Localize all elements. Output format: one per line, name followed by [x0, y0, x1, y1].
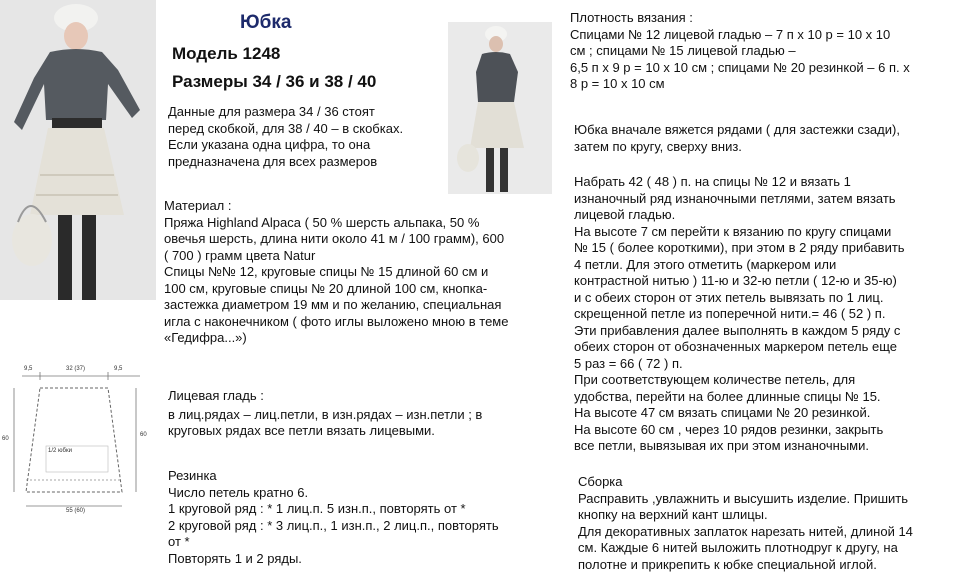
model-photo	[0, 0, 156, 300]
instruction-line: удобства, перейти на более длинные спицы № 15.	[574, 388, 881, 404]
gauge-line: см ; спицами № 15 лицевой гладью –	[570, 43, 796, 58]
rib-line: Число петель кратно 6.	[168, 484, 309, 500]
instruction-line: контрастной нитью ) 11-ю и 32-ю петли ( 12-ю и 35-ю)	[574, 273, 897, 288]
rib-heading: Резинка	[168, 468, 217, 483]
intro-section	[574, 122, 954, 155]
material-line: Пряжа Highland Alpaca ( 50 % шерсть альпака, 50 %	[164, 214, 480, 230]
instruction-line: изнаночный ряд изнаночными петлями, затем вязать	[574, 190, 896, 206]
small-model-photo-illustration	[448, 22, 552, 194]
material-line: овечья шерсть, длина нити около 41 м / 100 грамм), 600	[164, 231, 505, 246]
schematic-left-height: 60	[2, 436, 9, 442]
assembly-line: Расправить ,увлажнить и высушить изделие. Пришить	[578, 490, 909, 506]
material-line: 100 см, круговые спицы № 20 длиной 100 см, кнопка-	[164, 280, 488, 296]
sizes-heading: Размеры 34 / 36 и 38 / 40	[172, 72, 377, 91]
size-note-line: Если указана одна цифра, то она	[168, 137, 371, 152]
size-note-line: предназначена для всех размеров	[168, 153, 378, 169]
material-line: игла с наконечником ( фото иглы выложено мною в теме	[164, 313, 509, 329]
rib-line: 1 круговой ряд : * 1 лиц.п. 5 изн.п., повторять от *	[168, 501, 466, 516]
size-note-line: перед скобкой, для 38 / 40 – в скобках.	[168, 120, 404, 136]
schematic-top-right: 9,5	[114, 366, 123, 372]
small-model-photo	[448, 22, 552, 194]
instruction-line: На высоте 47 см вязать спицами № 20 резинкой.	[574, 405, 871, 420]
stockinette-line: круговых рядах все петли вязать лицевыми.	[168, 423, 435, 438]
gauge-line: 6,5 п х 9 р = 10 х 10 см ; спицами № 20 резинкой – 6 п. х	[570, 59, 910, 75]
instruction-line: лицевой гладью.	[574, 207, 676, 222]
schematic-drawing	[0, 364, 156, 524]
stockinette-heading: Лицевая гладь :	[168, 388, 264, 403]
rib-line: Повторять 1 и 2 ряды.	[168, 550, 302, 566]
instruction-line: № 15 ( более короткими), при этом в 2 ряду прибавить	[574, 240, 905, 255]
intro-line: затем по кругу, сверху вниз.	[574, 138, 742, 154]
material-line: «Гедифра...»)	[164, 330, 247, 345]
instruction-line: все петли, вывязывая их при этом изнаночными.	[574, 438, 869, 453]
schematic-top-mid: 32 (37)	[66, 366, 86, 372]
instruction-line: и с обеих сторон от этих петель вывязать по 1 лиц.	[574, 289, 884, 305]
instruction-line: обеих сторон от обозначенных маркером петель еще	[574, 339, 897, 354]
skirt-schematic	[0, 364, 156, 524]
instruction-line: 5 раз = 66 ( 72 ) п.	[574, 355, 683, 371]
instruction-line: На высоте 7 см перейти к вязанию по кругу спицами	[574, 223, 892, 239]
schematic-right-height: 60	[140, 432, 147, 438]
material-section	[164, 198, 554, 347]
material-line: застежка диаметром 19 мм и по желанию, специальная	[164, 297, 502, 312]
instruction-line: Набрать 42 ( 48 ) п. на спицы № 12 и вязать 1	[574, 174, 851, 189]
instruction-line: 4 петли. Для этого отметить (маркером или	[574, 256, 837, 272]
model-photo-illustration	[0, 0, 156, 300]
stockinette-section	[168, 388, 548, 440]
rib-line: 2 круговой ряд : * 3 лиц.п., 1 изн.п., 2 лиц.п., повторять	[168, 517, 499, 533]
page-title: Юбка	[240, 12, 292, 33]
assembly-line: кнопку на верхний кант шлицы.	[578, 507, 768, 522]
material-line: ( 700 ) грамм цвета Natur	[164, 247, 316, 263]
instruction-line: скрещенной петле из поперечной нити.= 46 ( 52 ) п.	[574, 306, 886, 321]
instruction-line: Эти прибавления далее выполнять в каждом 5 ряду с	[574, 322, 901, 338]
schematic-half-label: 1/2 юбки	[48, 448, 72, 454]
assembly-section	[578, 474, 958, 573]
gauge-line: Спицами № 12 лицевой гладью – 7 п х 10 р = 10 х 10	[570, 26, 891, 42]
schematic-top-left: 9,5	[24, 366, 33, 372]
instruction-line: На высоте 60 см , через 10 рядов резинки, закрыть	[574, 421, 884, 437]
rib-line: от *	[168, 534, 190, 549]
gauge-line: 8 р = 10 х 10 см	[570, 76, 665, 91]
size-note-line: Данные для размера 34 / 36 стоят	[168, 104, 375, 119]
instructions-section	[574, 174, 954, 455]
assembly-line: полотне и прикрепить к юбке специальной иглой.	[578, 556, 877, 572]
material-line: Спицы №№ 12, круговые спицы № 15 длиной 60 см и	[164, 264, 489, 279]
assembly-heading: Сборка	[578, 474, 623, 489]
intro-line: Юбка вначале вяжется рядами ( для застежки сзади),	[574, 122, 900, 137]
assembly-line: см. Каждые 6 нитей выложить плотнодруг к другу, на	[578, 540, 898, 555]
size-note	[168, 104, 438, 170]
material-heading: Материал :	[164, 198, 232, 213]
instruction-line: При соответствующем количестве петель, для	[574, 372, 856, 387]
gauge-section	[570, 10, 955, 93]
rib-section	[168, 468, 548, 567]
assembly-line: Для декоративных заплаток нарезать нитей, длиной 14	[578, 523, 913, 539]
gauge-heading: Плотность вязания :	[570, 10, 693, 25]
schematic-bottom: 55 (60)	[66, 508, 86, 514]
model-number: Модель 1248	[172, 44, 281, 63]
stockinette-line: в лиц.рядах – лиц.петли, в изн.рядах – изн.петли ; в	[168, 406, 483, 422]
